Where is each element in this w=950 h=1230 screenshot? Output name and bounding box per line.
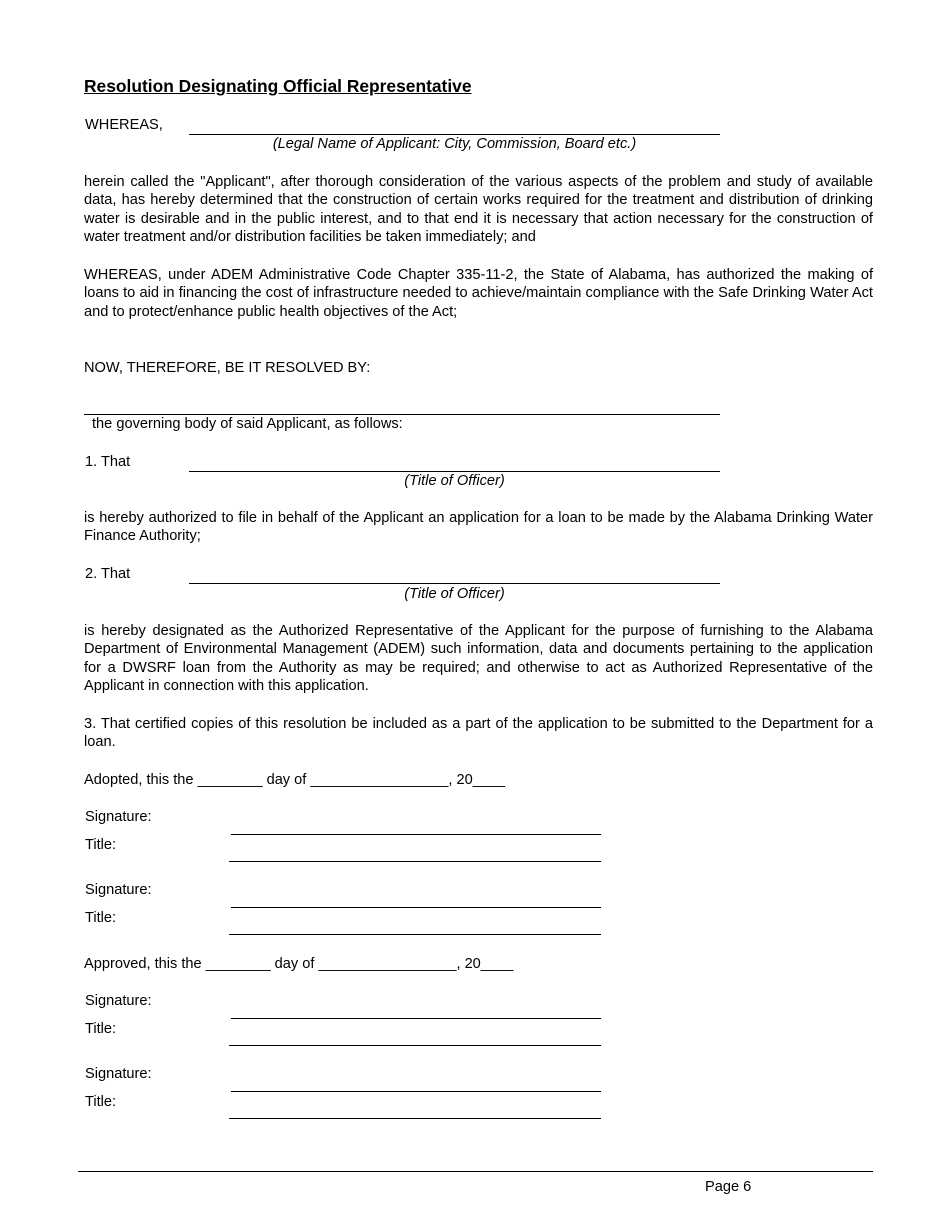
signature-label: Signature: (85, 882, 152, 898)
title-line[interactable] (229, 861, 601, 862)
paragraph-applicant: herein called the "Applicant", after thorough consideration of the various aspects of the problem and study of available data, has hereby determined that the construction of certain works required for the treatment and distribution of drinking water is desirable and in the public interest, and to that end it is necessary that action necessary for the construction of water treatment and/or distribution facilities be taken immediately; and (84, 174, 873, 246)
title-line[interactable] (229, 934, 601, 935)
item1-label: 1. That (85, 454, 131, 470)
item1-officer-caption: (Title of Officer) (404, 473, 505, 489)
signature-line[interactable] (231, 1018, 601, 1019)
item2-officer-caption: (Title of Officer) (404, 586, 505, 602)
paragraph-certified-copies: 3. That certified copies of this resolution be included as a part of the application to be submitted to the Department for a loan. (84, 716, 873, 751)
signature-label: Signature: (85, 1066, 152, 1082)
title-label: Title: (85, 837, 117, 853)
adopted-line: Adopted, this the ________ day of _________________, 20____ (84, 772, 506, 788)
item2-officer-line[interactable] (189, 583, 720, 584)
paragraph-authorized: is hereby authorized to file in behalf of the Applicant an application for a loan to be made by the Alabama Drinking Water Finance Authority; (84, 510, 873, 545)
signature-label: Signature: (85, 809, 152, 825)
title-label: Title: (85, 910, 117, 926)
resolved-by: NOW, THEREFORE, BE IT RESOLVED BY: (84, 360, 371, 376)
item2-label: 2. That (85, 566, 131, 582)
approved-line: Approved, this the ________ day of _________________, 20____ (84, 956, 514, 972)
title-line[interactable] (229, 1118, 601, 1119)
governing-body-text: the governing body of said Applicant, as follows: (92, 416, 403, 432)
page-number: Page 6 (705, 1179, 752, 1195)
signature-line[interactable] (231, 907, 601, 908)
applicant-caption: (Legal Name of Applicant: City, Commission, Board etc.) (272, 136, 637, 152)
paragraph-designated: is hereby designated as the Authorized Representative of the Applicant for the purpose of furnishing to the Alabama Department of Environmental Management (ADEM) such information, data and documents pertaining to the application for a DWSRF loan from the Authority as may be required; and otherwise to act as Authorized Representative of the Applicant in connection with this application. (84, 623, 873, 695)
signature-line[interactable] (231, 834, 601, 835)
signature-label: Signature: (85, 993, 152, 1009)
signature-line[interactable] (231, 1091, 601, 1092)
paragraph-whereas-adem: WHEREAS, under ADEM Administrative Code Chapter 335-11-2, the State of Alabama, has authorized the making of loans to aid in financing the cost of infrastructure needed to achieve/maintain compliance with the Safe Drinking Water Act and to protect/enhance public health objectives of the Act; (84, 267, 873, 320)
title-line[interactable] (229, 1045, 601, 1046)
whereas-label: WHEREAS, (85, 117, 163, 133)
title-label: Title: (85, 1021, 117, 1037)
title-label: Title: (85, 1094, 117, 1110)
footer-divider (78, 1171, 873, 1172)
page-title: Resolution Designating Official Representative (84, 76, 472, 96)
